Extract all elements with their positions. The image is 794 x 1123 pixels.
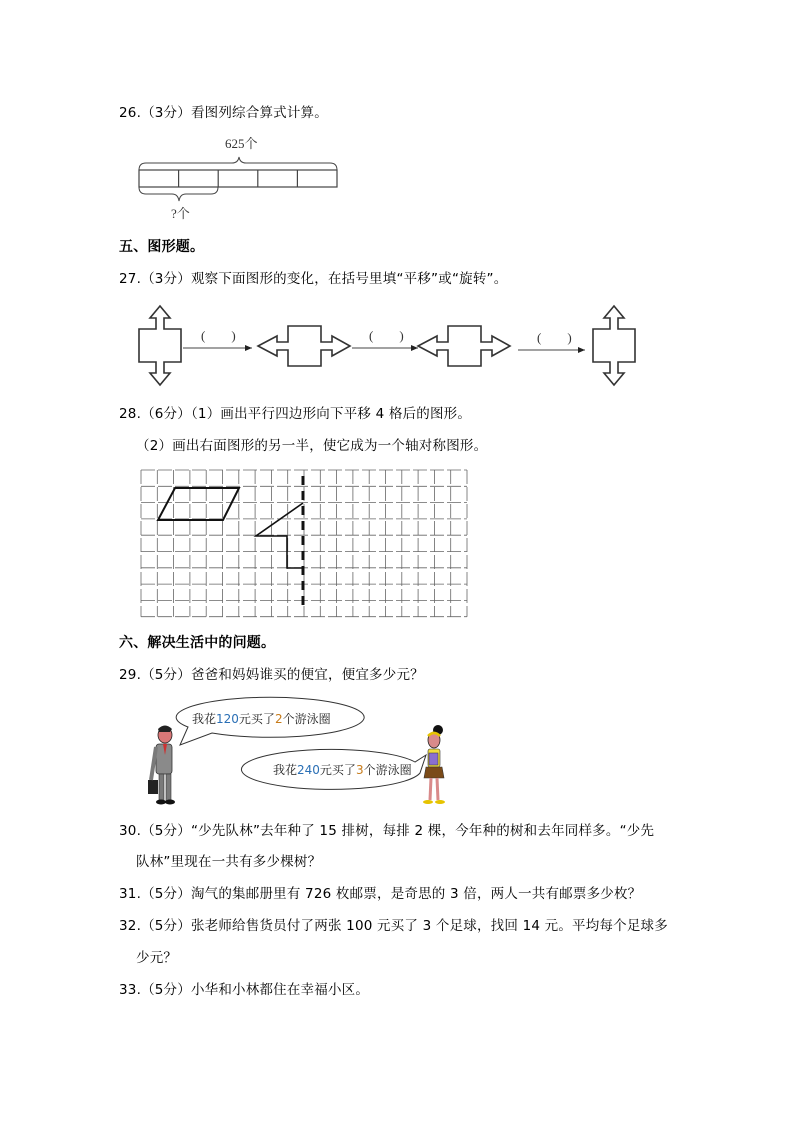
blank-1[interactable]: ( ) bbox=[201, 328, 236, 343]
blank-3[interactable]: ( ) bbox=[537, 330, 572, 345]
total-label: 625个 bbox=[225, 136, 258, 151]
part-label: ?个 bbox=[171, 206, 190, 221]
question-26: 26.（3分）看图列综合算式计算。 bbox=[119, 105, 328, 121]
question-28-part-2: （2）画出右面图形的另一半，使它成为一个轴对称图形。 bbox=[136, 438, 488, 454]
dad-bubble-text: 我花120元买了2个游泳圈 bbox=[192, 712, 331, 726]
mom-figure-icon bbox=[423, 725, 445, 804]
question-28: 28.（6分）（1）画出平行四边形向下平移 4 格后的图形。 bbox=[119, 406, 472, 422]
question-32: 32.（5分）张老师给售货员付了两张 100 元买了 3 个足球，找回 14 元。平均每个足球多 bbox=[119, 918, 668, 934]
question-30-cont: 队林”里现在一共有多少棵树？ bbox=[136, 854, 322, 870]
dad-figure-icon bbox=[148, 726, 175, 805]
question-30: 30.（5分）“少先队林”去年种了 15 排树，每排 2 棵，今年种的树和去年同样多。“少先 bbox=[119, 823, 655, 839]
section-5-title: 五、图形题。 bbox=[119, 239, 205, 255]
question-32-cont: 少元？ bbox=[136, 950, 178, 966]
question-27: 27.（3分）观察下面图形的变化，在括号里填“平移”或“旋转”。 bbox=[119, 271, 508, 287]
mom-bubble-text: 我花240元买了3个游泳圈 bbox=[273, 763, 412, 777]
question-31: 31.（5分）淘气的集邮册里有 726 枚邮票，是奇思的 3 倍，两人一共有邮票多少枚？ bbox=[119, 886, 642, 902]
question-29: 29.（5分）爸爸和妈妈谁买的便宜，便宜多少元？ bbox=[119, 667, 424, 683]
blank-2[interactable]: ( ) bbox=[369, 328, 404, 343]
question-33: 33.（5分）小华和小林都住在幸福小区。 bbox=[119, 982, 370, 998]
section-6-title: 六、解决生活中的问题。 bbox=[119, 635, 276, 651]
